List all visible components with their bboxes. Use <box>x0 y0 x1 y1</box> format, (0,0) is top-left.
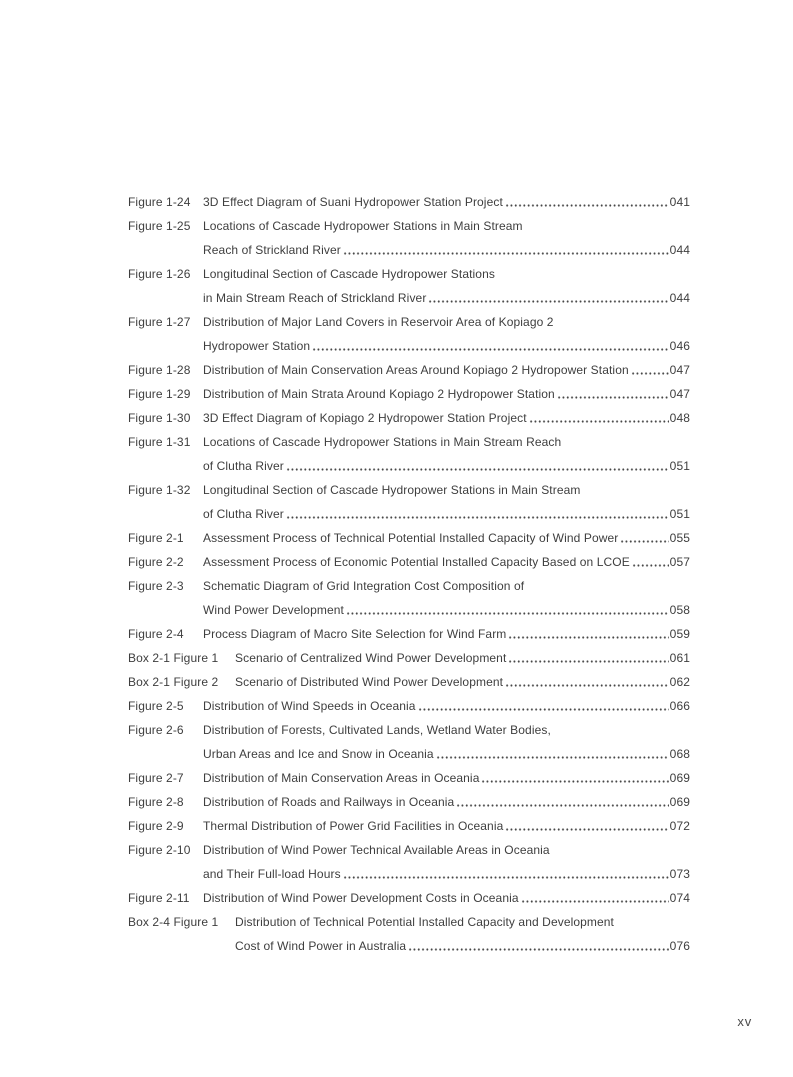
page-number: 074 <box>669 891 690 905</box>
entry-label: Figure 1-29 <box>128 387 191 401</box>
toc-entry <box>128 406 690 430</box>
dot-leader <box>620 526 668 550</box>
entry-indent <box>128 502 203 526</box>
entry-label: Box 2-1 Figure 1 <box>128 651 219 665</box>
toc-entry <box>128 358 690 382</box>
toc-entry <box>128 646 690 670</box>
toc-entry <box>128 718 690 742</box>
page-number: 057 <box>669 555 690 569</box>
entry-title: Distribution of Main Conservation Areas in Oceania <box>203 771 480 785</box>
page-number: 073 <box>669 867 690 881</box>
toc-entry <box>128 814 690 838</box>
entry-indent <box>128 286 203 310</box>
entry-indent <box>128 742 203 766</box>
toc-entry-continuation <box>128 742 690 766</box>
entry-label: Figure 1-31 <box>128 435 191 449</box>
page-number: 051 <box>669 507 690 521</box>
entry-label: Figure 2-3 <box>128 579 184 593</box>
dot-leader <box>436 742 669 766</box>
entry-label: Figure 2-11 <box>128 891 190 905</box>
entry-title: Scenario of Centralized Wind Power Development <box>235 651 507 665</box>
page-number: 066 <box>669 699 690 713</box>
entry-title: Distribution of Roads and Railways in Oceania <box>203 795 455 809</box>
dot-leader <box>346 598 669 622</box>
entry-label: Figure 1-24 <box>128 195 191 209</box>
page-number: 069 <box>669 795 690 809</box>
entry-label: Figure 1-25 <box>128 219 191 233</box>
toc-entry <box>128 310 690 334</box>
entry-label: Figure 1-28 <box>128 363 191 377</box>
entry-title: Schematic Diagram of Grid Integration Cost Composition of <box>203 579 525 593</box>
dot-leader <box>428 286 668 310</box>
entry-title: Thermal Distribution of Power Grid Facilities in Oceania <box>203 819 504 833</box>
entry-title: and Their Full-load Hours <box>203 867 341 881</box>
entry-label: Figure 1-26 <box>128 267 191 281</box>
page-number: 069 <box>669 771 690 785</box>
toc-entry <box>128 790 690 814</box>
dot-leader <box>408 934 669 958</box>
entry-title: Distribution of Wind Power Development Costs in Oceania <box>203 891 519 905</box>
page-number: 041 <box>669 195 690 209</box>
entry-indent <box>128 454 203 478</box>
entry-label: Figure 2-6 <box>128 723 184 737</box>
entry-title: Locations of Cascade Hydropower Stations in Main Stream Reach <box>203 435 562 449</box>
dot-leader <box>286 502 669 526</box>
entry-title: Distribution of Wind Power Technical Available Areas in Oceania <box>203 843 550 857</box>
page-number: 051 <box>669 459 690 473</box>
dot-leader <box>343 862 669 886</box>
entry-title: 3D Effect Diagram of Suani Hydropower Station Project <box>203 195 503 209</box>
dot-leader <box>343 238 669 262</box>
entry-title: Assessment Process of Technical Potential Installed Capacity of Wind Power <box>203 531 619 545</box>
toc-entry <box>128 526 690 550</box>
entry-indent <box>128 934 235 958</box>
entry-label: Figure 2-1 <box>128 531 184 545</box>
entry-label: Figure 1-27 <box>128 315 191 329</box>
toc-entry <box>128 622 690 646</box>
entry-title: Distribution of Main Strata Around Kopiago 2 Hydropower Station <box>203 387 555 401</box>
entry-title: Assessment Process of Economic Potential Installed Capacity Based on LCOE <box>203 555 630 569</box>
toc-entry <box>128 886 690 910</box>
dot-leader <box>508 622 668 646</box>
entry-title: Hydropower Station <box>203 339 311 353</box>
page-number: 047 <box>669 387 690 401</box>
dot-leader <box>508 646 668 670</box>
entry-title: Wind Power Development <box>203 603 344 617</box>
page-number: 044 <box>669 291 690 305</box>
dot-leader <box>557 382 669 406</box>
dot-leader <box>521 886 669 910</box>
dot-leader <box>631 358 669 382</box>
entry-title: Scenario of Distributed Wind Power Development <box>235 675 504 689</box>
toc-entry <box>128 262 690 286</box>
page-number: 068 <box>669 747 690 761</box>
dot-leader <box>505 670 669 694</box>
entry-title: Distribution of Wind Speeds in Oceania <box>203 699 416 713</box>
toc-entry-continuation <box>128 238 690 262</box>
entry-title: Reach of Strickland River <box>203 243 341 257</box>
toc-entry-continuation <box>128 502 690 526</box>
toc-entry <box>128 574 690 598</box>
entry-title: Process Diagram of Macro Site Selection for Wind Farm <box>203 627 507 641</box>
entry-label: Figure 2-7 <box>128 771 184 785</box>
entry-title: Urban Areas and Ice and Snow in Oceania <box>203 747 434 761</box>
dot-leader <box>529 406 669 430</box>
toc-entry-continuation <box>128 286 690 310</box>
dot-leader <box>632 550 669 574</box>
page-number: 048 <box>669 411 690 425</box>
entry-label: Figure 2-10 <box>128 843 191 857</box>
toc-entry-continuation <box>128 934 690 958</box>
dot-leader <box>481 766 668 790</box>
figure-list <box>128 190 690 958</box>
entry-label: Figure 1-30 <box>128 411 191 425</box>
dot-leader <box>418 694 669 718</box>
page-number: 058 <box>669 603 690 617</box>
toc-entry-continuation <box>128 334 690 358</box>
page-number: 047 <box>669 363 690 377</box>
toc-entry-continuation <box>128 862 690 886</box>
toc-entry <box>128 766 690 790</box>
entry-title: Distribution of Technical Potential Installed Capacity and Development <box>235 915 614 929</box>
entry-indent <box>128 862 203 886</box>
entry-label: Figure 1-32 <box>128 483 191 497</box>
toc-entry <box>128 430 690 454</box>
entry-title: 3D Effect Diagram of Kopiago 2 Hydropower Station Project <box>203 411 527 425</box>
page-number: 059 <box>669 627 690 641</box>
toc-entry <box>128 838 690 862</box>
entry-title: Distribution of Main Conservation Areas Around Kopiago 2 Hydropower Station <box>203 363 629 377</box>
entry-title: in Main Stream Reach of Strickland River <box>203 291 427 305</box>
entry-title: Longitudinal Section of Cascade Hydropower Stations in Main Stream <box>203 483 581 497</box>
page-number: 072 <box>669 819 690 833</box>
page-number: 062 <box>669 675 690 689</box>
toc-entry <box>128 910 690 934</box>
toc-entry <box>128 214 690 238</box>
page-number: 055 <box>669 531 690 545</box>
entry-indent <box>128 598 203 622</box>
entry-title: Longitudinal Section of Cascade Hydropower Stations <box>203 267 495 281</box>
toc-entry <box>128 478 690 502</box>
entry-title: Locations of Cascade Hydropower Stations in Main Stream <box>203 219 523 233</box>
toc-entry <box>128 670 690 694</box>
entry-title: Cost of Wind Power in Australia <box>235 939 407 953</box>
page-number: 044 <box>669 243 690 257</box>
dot-leader <box>505 814 668 838</box>
dot-leader <box>456 790 668 814</box>
toc-entry-continuation <box>128 598 690 622</box>
entry-label: Box 2-4 Figure 1 <box>128 915 219 929</box>
entry-title: of Clutha River <box>203 507 284 521</box>
entry-label: Figure 2-5 <box>128 699 184 713</box>
toc-entry <box>128 382 690 406</box>
dot-leader <box>312 334 668 358</box>
entry-label: Figure 2-2 <box>128 555 184 569</box>
entry-label: Box 2-1 Figure 2 <box>128 675 219 689</box>
page-folio: xv <box>737 1014 752 1029</box>
toc-entry <box>128 190 690 214</box>
entry-indent <box>128 238 203 262</box>
entry-indent <box>128 334 203 358</box>
entry-title: Distribution of Forests, Cultivated Lands, Wetland Water Bodies, <box>203 723 551 737</box>
toc-entry <box>128 694 690 718</box>
page-number: 046 <box>669 339 690 353</box>
entry-title: Distribution of Major Land Covers in Reservoir Area of Kopiago 2 <box>203 315 554 329</box>
dot-leader <box>505 190 669 214</box>
toc-entry <box>128 550 690 574</box>
page-number: 061 <box>669 651 690 665</box>
dot-leader <box>286 454 669 478</box>
entry-title: of Clutha River <box>203 459 284 473</box>
entry-label: Figure 2-8 <box>128 795 184 809</box>
entry-label: Figure 2-4 <box>128 627 184 641</box>
toc-entry-continuation <box>128 454 690 478</box>
page-number: 076 <box>669 939 690 953</box>
entry-label: Figure 2-9 <box>128 819 184 833</box>
